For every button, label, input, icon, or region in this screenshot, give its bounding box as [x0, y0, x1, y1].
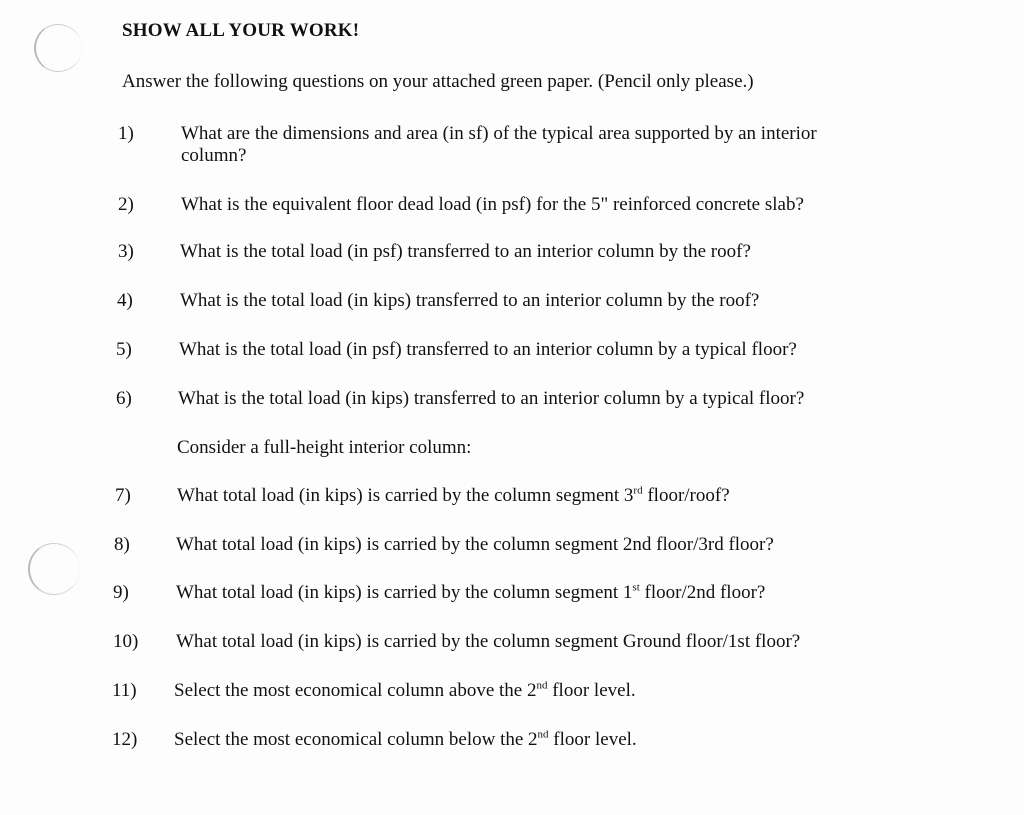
question-number: 5)	[116, 339, 132, 360]
question-number: 12)	[112, 729, 138, 750]
question-number: 3)	[118, 241, 134, 262]
binder-hole-middle	[28, 543, 80, 595]
question-text: What are the dimensions and area (in sf) of the typical area supported by an interior column?	[181, 123, 817, 166]
question-number: 6)	[116, 388, 132, 409]
question-text: What total load (in kips) is carried by the column segment 2nd floor/3rd floor?	[176, 534, 774, 555]
section-intro: Consider a full-height interior column:	[177, 437, 472, 458]
question-number: 7)	[115, 485, 131, 506]
question-number: 4)	[117, 290, 133, 311]
ordinal-suffix: st	[632, 581, 640, 594]
question-text: What total load (in kips) is carried by the column segment Ground floor/1st floor?	[176, 631, 801, 652]
question-text	[176, 582, 765, 604]
question-number: 11)	[112, 680, 137, 701]
binder-hole-top	[34, 24, 82, 72]
ordinal-suffix: nd	[537, 728, 549, 741]
question-text	[177, 485, 730, 507]
question-number: 2)	[118, 194, 134, 215]
page-heading: SHOW ALL YOUR WORK!	[122, 20, 360, 41]
question-number: 1)	[118, 123, 134, 144]
instructions-text: Answer the following questions on your attached green paper. (Pencil only please.)	[122, 71, 754, 92]
question-text-part: floor/roof?	[642, 485, 730, 506]
question-text: What is the total load (in psf) transferred to an interior column by a typical floor?	[179, 339, 797, 360]
question-number: 9)	[113, 582, 129, 603]
question-number: 8)	[114, 534, 130, 555]
question-text-part: What total load (in kips) is carried by the column segment 1	[176, 582, 633, 603]
question-text	[174, 680, 636, 702]
question-text: What is the equivalent floor dead load (in psf) for the 5" reinforced concrete slab?	[181, 194, 804, 215]
question-text: What is the total load (in psf) transferred to an interior column by the roof?	[180, 241, 751, 262]
question-text	[174, 729, 637, 751]
question-number: 10)	[113, 631, 139, 652]
ordinal-suffix: nd	[536, 679, 548, 692]
question-text-part: What total load (in kips) is carried by the column segment 3	[177, 485, 634, 506]
question-text: What is the total load (in kips) transferred to an interior column by a typical floor?	[178, 388, 805, 409]
question-text-part: floor/2nd floor?	[639, 582, 766, 603]
question-text-part: Select the most economical column below the 2	[174, 729, 538, 750]
ordinal-suffix: rd	[633, 484, 643, 497]
question-text: What is the total load (in kips) transferred to an interior column by the roof?	[180, 290, 760, 311]
question-text-part: floor level.	[548, 729, 637, 750]
question-text-part: floor level.	[547, 680, 636, 701]
question-text-part: Select the most economical column above the 2	[174, 680, 537, 701]
